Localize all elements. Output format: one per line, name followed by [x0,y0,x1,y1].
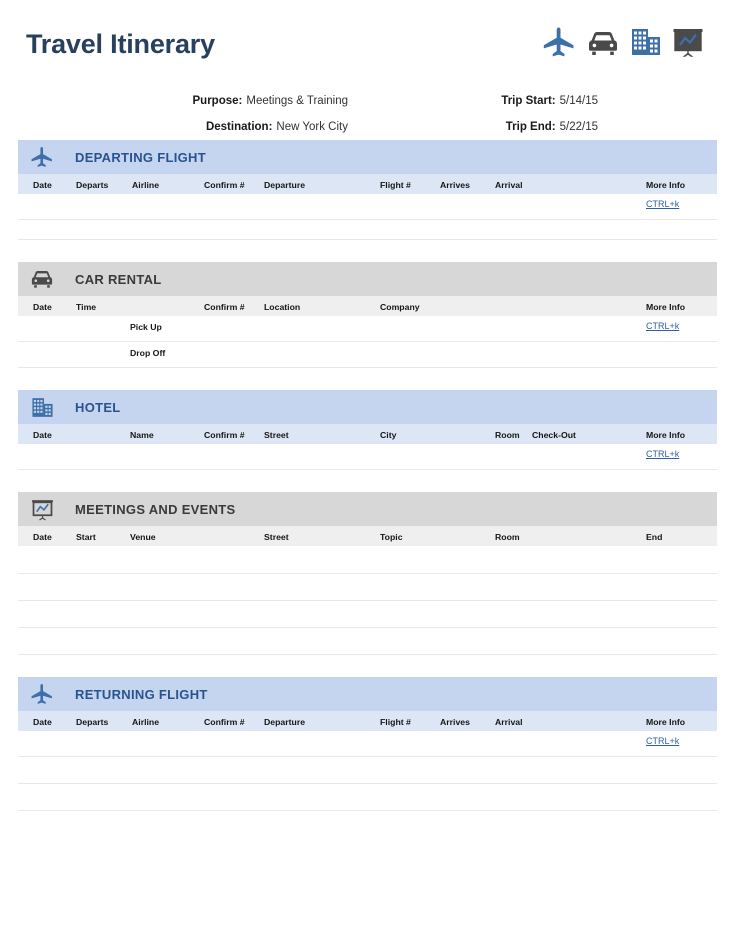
table-row[interactable] [18,757,717,784]
purpose-value: Meetings & Training [246,95,348,107]
hotel-title: HOTEL [75,399,121,415]
col-location: Location [264,302,301,312]
col-venue: Venue [130,532,156,542]
meetings-rows [18,546,717,655]
trip-start-value: 5/14/15 [559,95,598,107]
col-airline: Airline [132,180,160,190]
col-confirm: Confirm # [204,717,245,727]
col-topic: Topic [380,532,403,542]
car-rental-rows [18,316,717,368]
car-icon [585,28,621,63]
col-more-info: More Info [646,717,686,727]
more-info-link[interactable]: CTRL+k [646,199,680,209]
car-icon [28,268,56,290]
page-title: Travel Itinerary [26,29,215,59]
col-date: Date [33,532,52,542]
section-gap [18,368,717,390]
col-arrival: Arrival [495,180,523,190]
trip-end-row [348,121,598,133]
hotel-rows [18,444,717,470]
section-car-rental [18,262,717,368]
table-row[interactable] [18,342,717,368]
row-label-pick-up: Pick Up [130,322,162,332]
col-check-out: Check-Out [532,430,576,440]
table-row[interactable] [18,628,717,655]
col-room: Room [495,430,520,440]
table-row[interactable] [18,220,717,240]
airplane-icon [28,683,56,705]
col-start: Start [76,532,96,542]
car-rental-title: CAR RENTAL [75,271,162,287]
row-label-drop-off: Drop Off [130,348,166,358]
purpose-label: Purpose: [192,95,243,107]
section-returning-flight [18,677,717,811]
col-more-info: More Info [646,302,686,312]
purpose-row [18,95,348,107]
departing-flight-title: DEPARTING FLIGHT [75,149,206,165]
hotel-band [18,390,717,424]
airplane-icon [542,26,576,63]
table-row[interactable] [18,546,717,574]
section-gap [18,470,717,492]
hotel-column-headers [18,424,717,444]
col-confirm: Confirm # [204,302,245,312]
section-gap [18,655,717,677]
table-row[interactable] [18,316,717,342]
building-icon [630,26,662,63]
col-departs: Departs [76,180,109,190]
returning-flight-column-headers [18,711,717,731]
col-departure: Departure [264,180,306,190]
header-icon-group [542,26,705,63]
presentation-chart-icon [671,26,705,63]
destination-label: Destination: [205,121,273,133]
col-date: Date [33,180,52,190]
document-header [18,0,717,78]
departing-flight-band [18,140,717,174]
destination-row [18,121,348,133]
col-street: Street [264,532,289,542]
returning-flight-title: RETURNING FLIGHT [75,686,208,702]
col-departs: Departs [76,717,109,727]
table-row[interactable] [18,574,717,601]
section-meetings-and-events [18,492,717,655]
meetings-column-headers [18,526,717,546]
trip-start-row [348,95,598,107]
destination-value: New York City [276,121,348,133]
col-date: Date [33,717,52,727]
col-date: Date [33,302,52,312]
meetings-band [18,492,717,526]
col-departure: Departure [264,717,306,727]
col-date: Date [33,430,52,440]
table-row[interactable] [18,784,717,811]
col-end: End [646,532,663,542]
section-hotel [18,390,717,470]
section-departing-flight [18,140,717,240]
col-arrival: Arrival [495,717,523,727]
departing-flight-rows [18,194,717,240]
trip-metadata [18,78,717,140]
col-company: Company [380,302,420,312]
col-street: Street [264,430,289,440]
meetings-title: MEETINGS AND EVENTS [75,501,236,517]
airplane-icon [28,146,56,168]
col-time: Time [76,302,97,312]
car-rental-column-headers [18,296,717,316]
car-rental-band [18,262,717,296]
col-city: City [380,430,397,440]
table-row[interactable] [18,194,717,220]
returning-flight-rows [18,731,717,811]
returning-flight-band [18,677,717,711]
section-gap [18,240,717,262]
col-flight: Flight # [380,717,411,727]
building-icon [28,396,56,419]
table-row[interactable] [18,731,717,757]
col-airline: Airline [132,717,160,727]
col-more-info: More Info [646,180,686,190]
col-more-info: More Info [646,430,686,440]
more-info-link[interactable]: CTRL+k [646,736,680,746]
col-confirm: Confirm # [204,430,245,440]
col-confirm: Confirm # [204,180,245,190]
more-info-link[interactable]: CTRL+k [646,449,680,459]
col-room: Room [495,532,520,542]
table-row[interactable] [18,601,717,628]
col-name: Name [130,430,154,440]
more-info-link[interactable]: CTRL+k [646,321,680,331]
departing-flight-column-headers [18,174,717,194]
col-arrives: Arrives [440,180,470,190]
presentation-chart-icon [28,498,56,521]
table-row[interactable] [18,444,717,470]
trip-start-label: Trip Start: [501,95,556,107]
col-flight: Flight # [380,180,411,190]
trip-end-label: Trip End: [505,121,556,133]
trip-end-value: 5/22/15 [559,121,598,133]
col-arrives: Arrives [440,717,470,727]
